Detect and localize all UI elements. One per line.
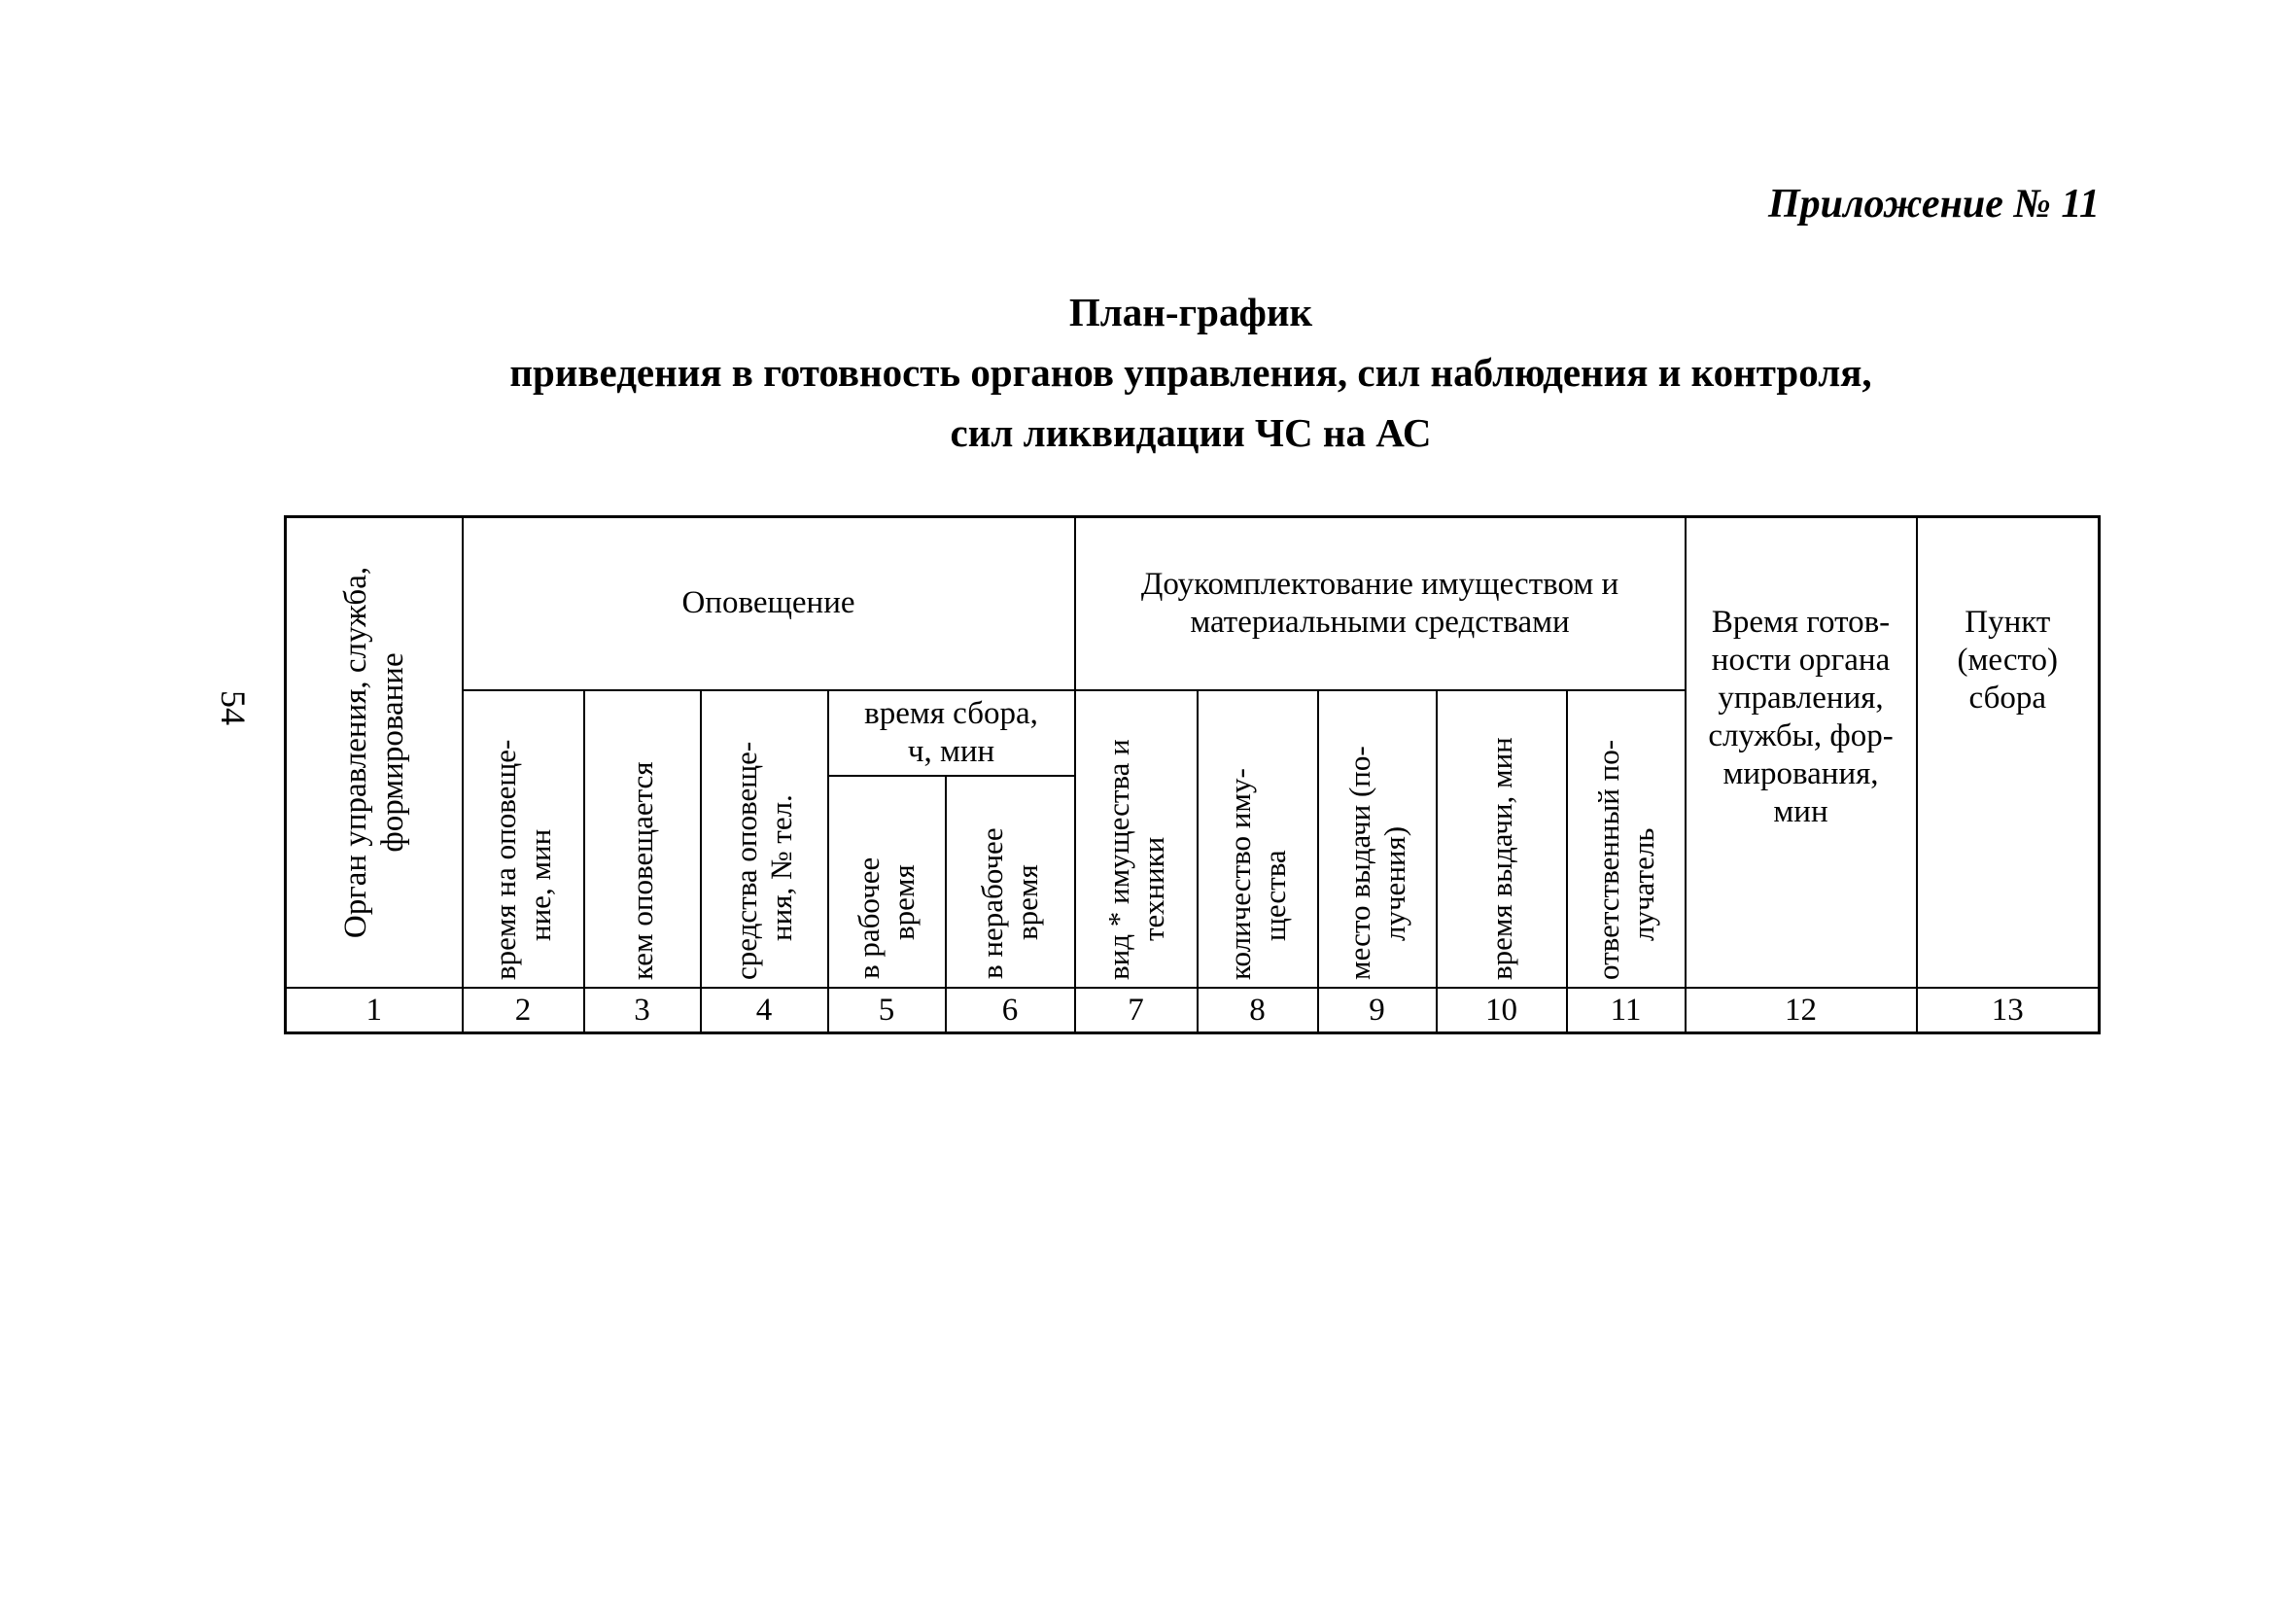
title-line-2: приведения в готовность органов управления, сил наблюдения и контроля,: [509, 350, 1872, 395]
title-line-1: План-график: [1068, 290, 1313, 334]
column-number: 1: [286, 988, 463, 1033]
page-number: 54: [214, 690, 253, 725]
header-cell-org: [286, 517, 463, 988]
header-supply-group: Доукомплектование имуществом и материальными средствами: [1075, 517, 1686, 690]
column-number: 11: [1567, 988, 1686, 1033]
header-cell-responsible: ответственный по- лучатель: [1567, 690, 1686, 988]
column-number: 7: [1075, 988, 1198, 1033]
column-number: 9: [1318, 988, 1437, 1033]
header-cell-issue-time: время выдачи, мин: [1437, 690, 1567, 988]
header-org-text: Орган управления, служба, формирование: [337, 566, 410, 938]
column-number: 2: [463, 988, 584, 1033]
header-cell-non-working-hours: в нерабочее время: [946, 776, 1075, 988]
schedule-table: [284, 515, 2101, 1034]
column-number: 3: [584, 988, 701, 1033]
column-numbers-row: [286, 988, 2100, 1033]
appendix-label: Приложение № 11: [1767, 182, 2100, 227]
header-cell-notification-time: время на оповеще- ние, мин: [463, 690, 584, 988]
column-number: 6: [946, 988, 1075, 1033]
column-number: 12: [1686, 988, 1917, 1033]
header-cell-property-quantity: количество иму- щества: [1198, 690, 1318, 988]
header-assembly-point: Пункт (место) сбора: [1917, 517, 2100, 988]
header-cell-notification-means: средства оповеще- ния, № тел.: [701, 690, 828, 988]
header-readiness-time: Время готов- ности органа управления, службы, фор- мирования, мин: [1686, 517, 1917, 988]
column-number: 13: [1917, 988, 2100, 1033]
column-number: 10: [1437, 988, 1567, 1033]
column-number: 4: [701, 988, 828, 1033]
header-cell-who-notifies: кем оповещается: [584, 690, 701, 988]
header-notification-group: Оповещение: [463, 517, 1075, 690]
column-number: 8: [1198, 988, 1318, 1033]
title-line-3: сил ликвидации ЧС на АС: [950, 410, 1432, 455]
header-cell-issue-place: место выдачи (по- лучения): [1318, 690, 1437, 988]
column-number: 5: [828, 988, 946, 1033]
header-cell-working-hours: в рабочее время: [828, 776, 946, 988]
header-cell-property-type: вид * имущества и техники: [1075, 690, 1198, 988]
document-title: [292, 282, 2090, 463]
header-assembly-time-group: время сбора, ч, мин: [828, 690, 1075, 776]
